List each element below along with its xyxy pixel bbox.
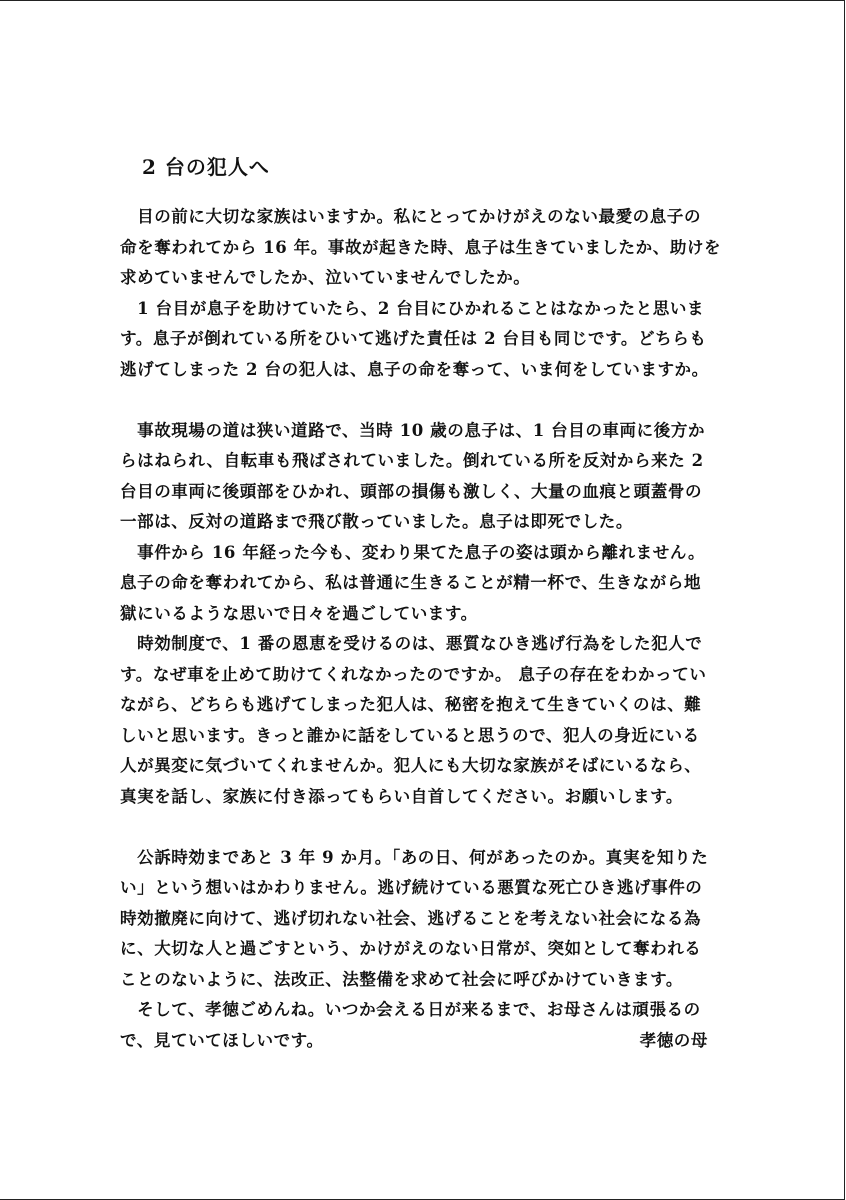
paragraph-7 [120,995,740,1056]
text-line: そして、孝徳ごめんね。いつか会える日が来るまで、お母さんは頑張るの [120,1000,701,1019]
text-line: で、見ていてほしいです。 [120,1030,324,1050]
text-line: 時効制度で、1 番の恩恵を受けるのは、悪質なひき逃げ行為をした犯人で [120,634,703,653]
text-line: 一部は、反対の道路まで飛び散っていました。息子は即死でした。 [120,512,633,531]
closing-line [120,1026,740,1057]
text-line: らはねられ、自転車も飛ばされていました。倒れている所を反対から来た 2 [120,451,704,470]
text-line: 命を奪われてから 16 年。事故が起きた時、息子は生きていましたか、助けを [120,237,722,257]
text-line: 事故現場の道は狭い道路で、当時 10 歳の息子は、1 台目の車両に後方か [120,420,706,440]
text-line: ながら、どちらも逃げてしまった犯人は、秘密を抱えて生きていくのは、難 [120,695,702,714]
text-line: す。息子が倒れている所をひいて逃げた責任は 2 台目も同じです。どちらも [120,329,707,348]
text-line: 事件から 16 年経った今も、変わり果てた息子の姿は頭から離れません。 [120,542,706,562]
letter-title: 2 台の犯人へ [142,155,270,179]
text-line: 真実を話し、家族に付き添ってもらい自首してください。お願いします。 [120,786,683,806]
letter-document [120,150,740,1056]
text-line: に、大切な人と過ごすという、かけがえのない日常が、突如として奪われる [120,939,702,958]
signature: 孝徳の母 [639,1030,708,1050]
paragraph-3 [120,416,740,538]
text-line: 1 台目が息子を助けていたら、2 台目にひかれることはなかったと思いま [120,298,705,318]
text-line: す。なぜ車を止めて助けてくれなかったのですか。 息子の存在をわかってい [120,664,707,684]
text-line: 獄にいるような思いで日々を過ごしています。 [120,603,478,623]
text-line: い」という想いはかわりません。逃げ続けている悪質な死亡ひき逃げ事件の [120,878,703,897]
text-line: 時効撤廃に向けて、逃げ切れない社会、逃げることを考えない社会になる為 [120,908,702,928]
text-line: 逃げてしまった 2 台の犯人は、息子の命を奪って、いま何をしていますか。 [120,359,709,379]
text-line: ことのないように、法改正、法整備を求めて社会に呼びかけていきます。 [120,969,683,989]
paragraph-6 [120,843,740,996]
text-line: 人が異変に気づいてくれませんか。犯人にも大切な家族がそばにいるなら、 [120,756,702,775]
text-line: 台目の車両に後頭部をひかれ、頭部の損傷も激しく、大量の血痕と頭蓋骨の [120,481,703,501]
paragraph-4 [120,538,740,630]
paragraph-2 [120,294,740,386]
text-line: 目の前に大切な家族はいますか。私にとってかけがえのない最愛の息子の [120,207,702,226]
paragraph-5 [120,629,740,812]
text-line: 求めていませんでしたか、泣いていませんでしたか。 [120,268,531,287]
text-line: 公訴時効まであと 3 年 9 か月。「あの日、何があったのか。真実を知りた [120,847,709,867]
paragraph-gap [120,812,740,843]
text-line: 息子の命を奪われてから、私は普通に生きることが精一杯で、生きながら地 [120,573,702,592]
text-line: しいと思います。きっと誰かに話をしていると思うので、犯人の身近にいる [120,725,700,745]
paragraph-1 [120,202,740,294]
paragraph-gap [120,385,740,416]
